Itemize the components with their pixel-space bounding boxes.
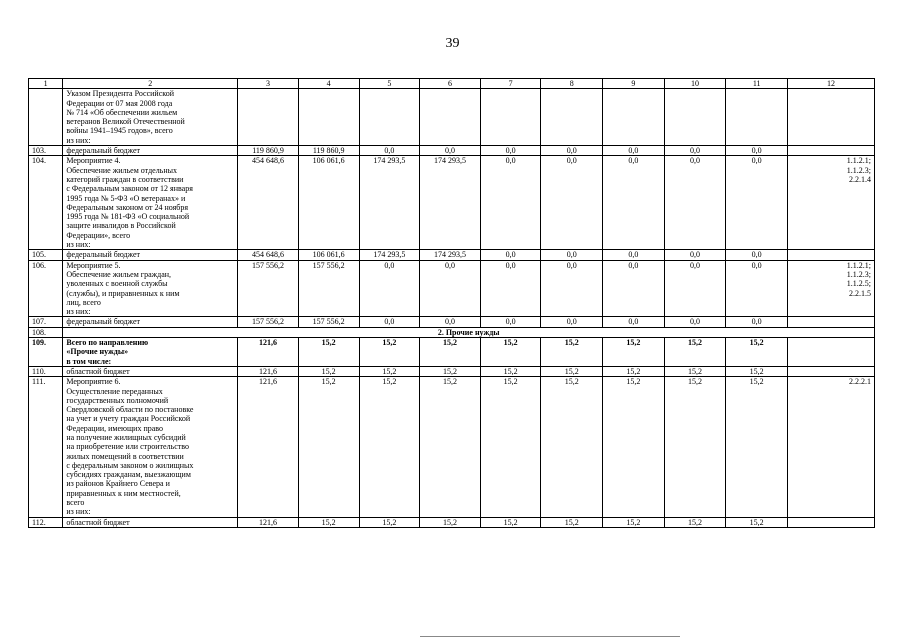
description-line: Федерации», всего xyxy=(66,230,131,240)
table-row xyxy=(29,366,875,376)
description-line: лиц, всего xyxy=(66,297,101,307)
description-line: Обеспечение жильем отдельных xyxy=(66,165,177,175)
value-cell: 15,2 xyxy=(726,517,788,527)
value-cell: 121,6 xyxy=(238,517,299,527)
target-refs xyxy=(787,317,874,327)
value-cell xyxy=(359,89,420,146)
description-line: из них: xyxy=(66,507,91,517)
target-ref: 2.2.1.5 xyxy=(849,288,871,298)
value-cell: 0,0 xyxy=(420,260,481,317)
table-row xyxy=(29,146,875,156)
value-cell: 15,2 xyxy=(480,517,541,527)
description-line: федеральный бюджет xyxy=(66,146,140,156)
description-line: Мероприятие 4. xyxy=(66,156,121,166)
value-cell: 15,2 xyxy=(726,366,788,376)
row-number: 103. xyxy=(29,146,63,156)
value-cell: 15,2 xyxy=(298,517,359,527)
target-ref: 1.1.2.3; xyxy=(846,165,871,175)
description-line: Обеспечение жильем граждан, xyxy=(66,269,172,279)
value-cell: 15,2 xyxy=(664,377,726,517)
description-line: всего xyxy=(66,498,85,508)
section-title: 2. Прочие нужды xyxy=(63,327,875,337)
target-ref: 2.2.2.1 xyxy=(849,377,871,387)
row-number: 104. xyxy=(29,156,63,250)
description-line: в том числе: xyxy=(66,356,112,366)
target-refs xyxy=(787,377,874,517)
column-header: 2 xyxy=(63,79,238,89)
column-header: 4 xyxy=(298,79,359,89)
target-ref: 2.2.1.4 xyxy=(849,174,871,184)
row-number: 111. xyxy=(29,377,63,517)
footer-rule xyxy=(420,636,680,637)
table-row xyxy=(29,377,875,517)
value-cell xyxy=(298,89,359,146)
table-row xyxy=(29,260,875,317)
description-line: субсидиях гражданам, выезжающим xyxy=(66,470,191,480)
description-line: Всего по направлению xyxy=(66,338,149,348)
description-line: Федерации от 07 мая 2008 года xyxy=(66,98,173,108)
table-row xyxy=(29,338,875,367)
description-line: 1995 года № 5-ФЗ «О ветеранах» и xyxy=(66,193,186,203)
description-line: Осуществление переданных xyxy=(66,386,163,396)
description-line: (службы), и приравненных к ним xyxy=(66,288,180,298)
value-cell: 0,0 xyxy=(603,260,665,317)
value-cell: 121,6 xyxy=(238,338,299,367)
value-cell: 0,0 xyxy=(726,260,788,317)
value-cell: 0,0 xyxy=(480,260,541,317)
target-refs xyxy=(787,366,874,376)
description-line: Свердловской области по постановке xyxy=(66,405,194,415)
description-line: приравненных к ним местностей, xyxy=(66,488,181,498)
description-line: из них: xyxy=(66,135,91,145)
row-number: 110. xyxy=(29,366,63,376)
description-line: № 714 «Об обеспечении жильем xyxy=(66,107,178,117)
row-description xyxy=(63,517,238,527)
value-cell: 15,2 xyxy=(298,366,359,376)
column-header: 3 xyxy=(238,79,299,89)
value-cell: 15,2 xyxy=(726,338,788,367)
value-cell: 15,2 xyxy=(603,377,665,517)
value-cell: 121,6 xyxy=(238,377,299,517)
value-cell: 0,0 xyxy=(664,260,726,317)
column-header: 11 xyxy=(726,79,788,89)
target-refs xyxy=(787,338,874,367)
description-line: Федеральным законом от 24 ноября xyxy=(66,202,189,212)
value-cell: 454 648,6 xyxy=(238,156,299,250)
value-cell: 0,0 xyxy=(664,146,726,156)
value-cell: 15,2 xyxy=(664,366,726,376)
row-description xyxy=(63,338,238,367)
row-description xyxy=(63,366,238,376)
row-number: 109. xyxy=(29,338,63,367)
column-header: 9 xyxy=(603,79,665,89)
value-cell: 157 556,2 xyxy=(298,260,359,317)
value-cell: 15,2 xyxy=(298,338,359,367)
target-refs xyxy=(787,250,874,260)
value-cell: 0,0 xyxy=(726,317,788,327)
table-row xyxy=(29,327,875,337)
value-cell: 106 061,6 xyxy=(298,250,359,260)
value-cell: 0,0 xyxy=(603,146,665,156)
value-cell: 0,0 xyxy=(541,317,603,327)
column-header: 5 xyxy=(359,79,420,89)
description-line: войны 1941–1945 годов», всего xyxy=(66,126,173,136)
value-cell: 0,0 xyxy=(541,156,603,250)
row-description xyxy=(63,250,238,260)
header-row xyxy=(29,79,875,89)
value-cell xyxy=(726,89,788,146)
page-number: 39 xyxy=(445,36,460,51)
description-line: государственных полномочий xyxy=(66,395,169,405)
value-cell: 454 648,6 xyxy=(238,250,299,260)
target-ref: 1.1.2.3; xyxy=(846,269,871,279)
value-cell: 15,2 xyxy=(359,377,420,517)
value-cell: 106 061,6 xyxy=(298,156,359,250)
value-cell xyxy=(420,89,481,146)
target-refs xyxy=(787,517,874,527)
value-cell: 15,2 xyxy=(420,338,481,367)
value-cell: 15,2 xyxy=(541,377,603,517)
description-line: областной бюджет xyxy=(66,366,130,376)
description-line: 1995 года № 181-ФЗ «О социальной xyxy=(66,212,190,222)
target-refs xyxy=(787,89,874,146)
row-number xyxy=(29,89,63,146)
value-cell: 15,2 xyxy=(480,338,541,367)
description-line: Мероприятие 5. xyxy=(66,260,121,270)
description-line: ветеранов Великой Отечественной xyxy=(66,117,185,127)
value-cell: 15,2 xyxy=(541,366,603,376)
value-cell: 157 556,2 xyxy=(238,317,299,327)
value-cell: 15,2 xyxy=(603,366,665,376)
table-row xyxy=(29,89,875,146)
row-description xyxy=(63,146,238,156)
column-header: 1 xyxy=(29,79,63,89)
value-cell: 0,0 xyxy=(541,250,603,260)
row-number: 105. xyxy=(29,250,63,260)
value-cell: 157 556,2 xyxy=(238,260,299,317)
row-description xyxy=(63,377,238,517)
value-cell: 0,0 xyxy=(480,156,541,250)
value-cell xyxy=(664,89,726,146)
description-line: Мероприятие 6. xyxy=(66,377,121,387)
value-cell: 0,0 xyxy=(726,156,788,250)
description-line: с Федеральным законом от 12 января xyxy=(66,184,193,194)
target-ref: 1.1.2.5; xyxy=(846,279,871,289)
target-ref: 1.1.2.1; xyxy=(846,156,871,166)
column-header: 8 xyxy=(541,79,603,89)
row-description xyxy=(63,317,238,327)
value-cell: 15,2 xyxy=(420,366,481,376)
row-number: 108. xyxy=(29,327,63,337)
value-cell: 0,0 xyxy=(480,317,541,327)
value-cell: 0,0 xyxy=(420,146,481,156)
description-line: с федеральным законом о жилищных xyxy=(66,460,194,470)
value-cell: 15,2 xyxy=(420,517,481,527)
row-description xyxy=(63,89,238,146)
value-cell: 15,2 xyxy=(664,338,726,367)
value-cell: 0,0 xyxy=(420,317,481,327)
row-description xyxy=(63,156,238,250)
description-line: федеральный бюджет xyxy=(66,317,140,327)
table-body xyxy=(29,89,875,528)
value-cell: 15,2 xyxy=(664,517,726,527)
value-cell xyxy=(480,89,541,146)
description-line: на приобретение или строительство xyxy=(66,442,189,452)
row-number: 112. xyxy=(29,517,63,527)
value-cell: 119 860,9 xyxy=(238,146,299,156)
value-cell: 0,0 xyxy=(541,146,603,156)
target-ref: 1.1.2.1; xyxy=(846,260,871,270)
value-cell: 15,2 xyxy=(298,377,359,517)
description-line: жилых помещений в соответствии xyxy=(66,451,184,461)
budget-table xyxy=(28,78,875,528)
value-cell: 15,2 xyxy=(541,517,603,527)
column-header: 6 xyxy=(420,79,481,89)
value-cell xyxy=(541,89,603,146)
value-cell: 0,0 xyxy=(359,146,420,156)
value-cell: 0,0 xyxy=(480,146,541,156)
table-row xyxy=(29,317,875,327)
table-row xyxy=(29,156,875,250)
description-line: уволенных с военной службы xyxy=(66,279,168,289)
target-refs xyxy=(787,146,874,156)
description-line: из районов Крайнего Севера и xyxy=(66,479,170,489)
value-cell: 0,0 xyxy=(603,250,665,260)
value-cell: 174 293,5 xyxy=(359,156,420,250)
value-cell: 0,0 xyxy=(664,317,726,327)
description-line: на учет и учету граждан Российской xyxy=(66,414,191,424)
column-header: 10 xyxy=(664,79,726,89)
column-header: 7 xyxy=(480,79,541,89)
description-line: Указом Президента Российской xyxy=(66,89,174,99)
row-description xyxy=(63,260,238,317)
value-cell: 0,0 xyxy=(541,260,603,317)
value-cell: 0,0 xyxy=(664,156,726,250)
description-line: из них: xyxy=(66,307,91,317)
value-cell: 0,0 xyxy=(359,317,420,327)
row-number: 106. xyxy=(29,260,63,317)
value-cell: 174 293,5 xyxy=(420,156,481,250)
description-line: Федерации, имеющих право xyxy=(66,423,164,433)
value-cell: 0,0 xyxy=(726,250,788,260)
value-cell: 15,2 xyxy=(359,338,420,367)
value-cell: 15,2 xyxy=(541,338,603,367)
value-cell: 15,2 xyxy=(603,338,665,367)
column-header: 12 xyxy=(787,79,874,89)
description-line: защите инвалидов в Российской xyxy=(66,221,176,231)
value-cell: 0,0 xyxy=(359,260,420,317)
description-line: «Прочие нужды» xyxy=(66,347,129,357)
value-cell: 157 556,2 xyxy=(298,317,359,327)
target-refs xyxy=(787,260,874,317)
value-cell: 15,2 xyxy=(480,377,541,517)
row-number: 107. xyxy=(29,317,63,327)
value-cell: 0,0 xyxy=(480,250,541,260)
value-cell: 0,0 xyxy=(603,317,665,327)
value-cell: 0,0 xyxy=(664,250,726,260)
value-cell: 0,0 xyxy=(603,156,665,250)
value-cell: 119 860,9 xyxy=(298,146,359,156)
value-cell: 174 293,5 xyxy=(359,250,420,260)
table-row xyxy=(29,517,875,527)
value-cell: 15,2 xyxy=(480,366,541,376)
description-line: из них: xyxy=(66,240,91,250)
description-line: категорий граждан в соответствии xyxy=(66,174,184,184)
description-line: на получение жилищных субсидий xyxy=(66,432,186,442)
value-cell: 15,2 xyxy=(359,517,420,527)
target-refs xyxy=(787,156,874,250)
value-cell: 15,2 xyxy=(603,517,665,527)
description-line: федеральный бюджет xyxy=(66,250,140,260)
value-cell: 15,2 xyxy=(420,377,481,517)
description-line: областной бюджет xyxy=(66,517,130,527)
value-cell: 15,2 xyxy=(726,377,788,517)
value-cell: 0,0 xyxy=(726,146,788,156)
value-cell xyxy=(603,89,665,146)
value-cell: 121,6 xyxy=(238,366,299,376)
value-cell: 174 293,5 xyxy=(420,250,481,260)
value-cell xyxy=(238,89,299,146)
table-row xyxy=(29,250,875,260)
value-cell: 15,2 xyxy=(359,366,420,376)
